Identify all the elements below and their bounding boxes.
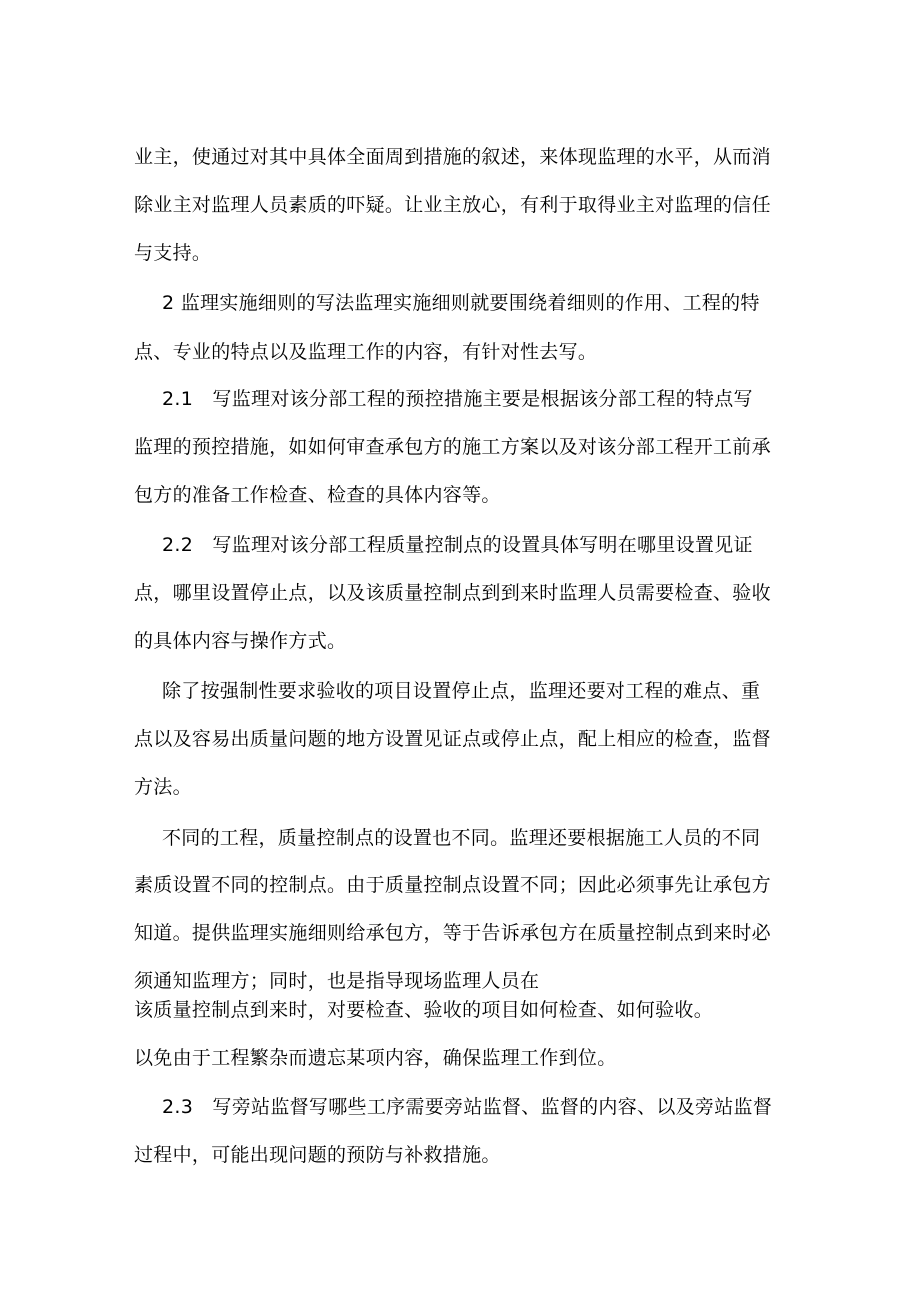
section-2-3-heading-line: 2.3 写旁站监督写哪些工序需要旁站监督、监督的内容、以及旁站监督: [162, 1096, 773, 1118]
text-line: 以免由于工程繁杂而遗忘某项内容，确保监理工作到位。: [134, 1047, 617, 1069]
text-line: 点，哪里设置停止点，以及该质量控制点到到来时监理人员需要检查、验收: [134, 582, 771, 604]
text-line: 过程中，可能出现问题的预防与补救措施。: [134, 1144, 501, 1166]
text-line: 业主，使通过对其中具体全面周到措施的叙述，来体现监理的水平，从而消: [134, 146, 771, 168]
paragraph-start-line: 不同的工程，质量控制点的设置也不同。监理还要根据施工人员的不同: [162, 827, 761, 849]
paragraph-start-line: 除了按强制性要求验收的项目设置停止点，监理还要对工程的难点、重: [162, 680, 761, 702]
text-line: 包方的准备工作检查、检查的具体内容等。: [134, 484, 501, 506]
text-line: 监理的预控措施，如如何审查承包方的施工方案以及对该分部工程开工前承: [134, 436, 771, 458]
text-line: 点、专业的特点以及监理工作的内容，有针对性去写。: [134, 341, 598, 363]
text-line: 的具体内容与操作方式。: [134, 630, 347, 652]
section-2-heading-line: 2 监理实施细则的写法监理实施细则就要围绕着细则的作用、工程的特: [162, 292, 760, 314]
text-line: 除业主对监理人员素质的吓疑。让业主放心，有利于取得业主对监理的信任: [134, 194, 771, 216]
text-line: 该质量控制点到来时，对要检查、验收的项目如何检查、如何验收。: [134, 999, 714, 1021]
text-line: 与支持。: [134, 242, 212, 264]
text-line: 点以及容易出质量问题的地方设置见证点或停止点，配上相应的检查，监督: [134, 728, 771, 750]
text-line: 方法。: [134, 776, 192, 798]
section-2-2-heading-line: 2.2 写监理对该分部工程质量控制点的设置具体写明在哪里设置见证: [162, 534, 753, 556]
text-line: 须通知监理方；同时，也是指导现场监理人员在: [134, 970, 540, 992]
text-line: 知道。提供监理实施细则给承包方，等于告诉承包方在质量控制点到来时必: [134, 922, 771, 944]
section-2-1-heading-line: 2.1 写监理对该分部工程的预控措施主要是根据该分部工程的特点写: [162, 388, 753, 410]
text-line: 素质设置不同的控制点。由于质量控制点设置不同；因此必须事先让承包方: [134, 874, 771, 896]
